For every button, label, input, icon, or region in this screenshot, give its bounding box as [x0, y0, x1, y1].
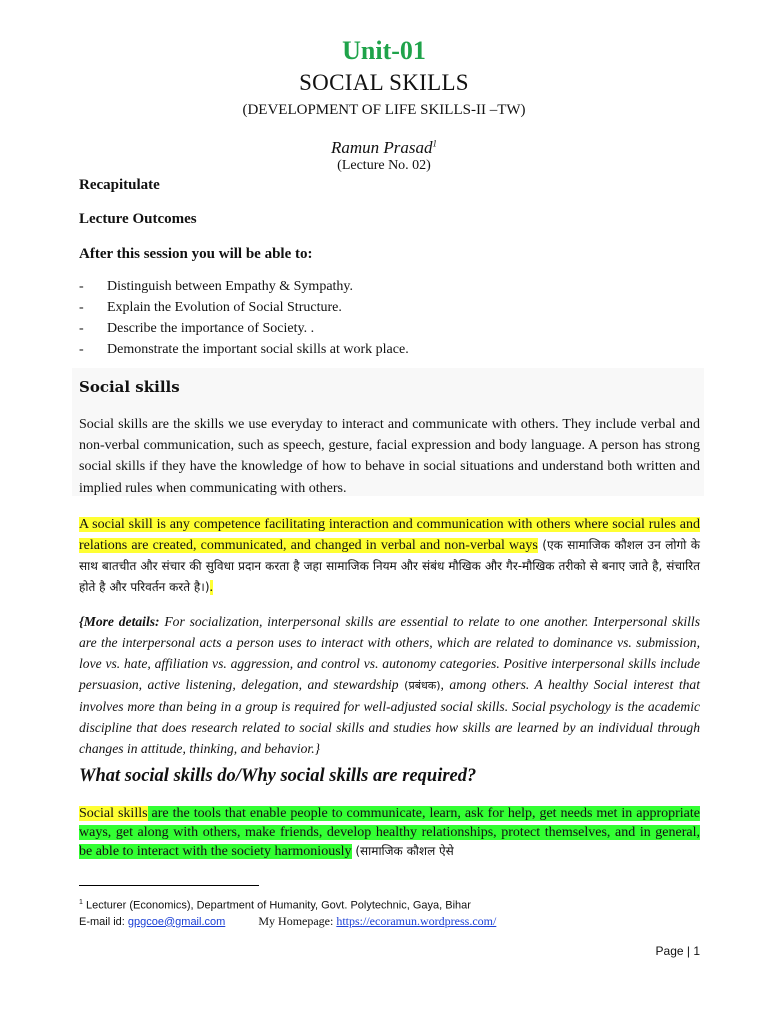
- email-link[interactable]: gpgcoe@gmail.com: [127, 915, 226, 928]
- more-details-paragraph: {More details: For socialization, interpersonal skills are essential to relate to one another. Interpersonal skills are the interpersonal acts a person uses to interact with others, which are related to dominance vs. submission, love vs. hate, affiliation vs. aggression, and control vs. autonomy categories. Positive interpersonal skills include persuasion, active listening, delegation, and stewardship (प्रबंधक), among others. A healthy Social interest that involves more than being in a group is required for well-adjusted social skills. Social psychology is the academic discipline that does research related to social skills and studies how skills are learned by an individual through changes in attitude, thinking, and behavior.}: [79, 614, 700, 756]
- list-item: - Explain the Evolution of Social Structure.: [79, 300, 342, 315]
- footnote-divider: [79, 885, 259, 886]
- footnote-mark: 1: [79, 899, 83, 906]
- hindi-translation: (एक सामाजिक कौशल उन लोगो के साथ बातचीत और संचार की सुविधा प्रदान करता है जहा सामाजिक नियम और संबंध मौखिक और गैर-मौखिक तरीको से बनाए जाते है, संचारित होते है और परिवर्तन करते है।): [79, 538, 700, 594]
- document-subtitle: (DEVELOPMENT OF LIFE SKILLS-II –TW): [242, 102, 526, 118]
- highlighted-period: .: [209, 580, 214, 595]
- document-title: SOCIAL SKILLS: [299, 70, 469, 95]
- outcomes-heading: Lecture Outcomes: [79, 211, 197, 227]
- highlighted-definition: A social skill is any competence facilitating interaction and communication with others where social rules and relations are created, communicated, and changed in verbal and non-verbal ways: [79, 517, 700, 553]
- unit-label: Unit-01: [342, 36, 426, 65]
- recap-heading: Recapitulate: [79, 177, 160, 193]
- more-details-label: {More details:: [79, 614, 160, 629]
- homepage-link[interactable]: https://ecoramun.wordpress.com/: [336, 913, 497, 928]
- page-number: Page | 1: [655, 944, 700, 958]
- list-item: - Demonstrate the important social skills at work place.: [79, 342, 409, 357]
- why-paragraph: [79, 804, 700, 861]
- author-name: Ramun Prasad: [330, 138, 433, 157]
- list-item: - Describe the importance of Society. .: [79, 321, 315, 336]
- lecture-number: (Lecture No. 02): [337, 158, 431, 173]
- definition-paragraph: [79, 514, 700, 598]
- outcomes-list: [79, 276, 409, 360]
- highlighted-explanation: are the tools that enable people to communicate, learn, ask for help, get needs met in appropriate ways, get along with others, make friends, develop healthy relationships, protect themselves, and in general, be able to interact with the society harmoniously: [79, 806, 700, 859]
- author-line: [0, 138, 768, 158]
- footnote: $^1$ Lecturer (Economics), Department of Humanity, Govt. Polytechnic, Gaya, Bihar E-mail id: gpgcoe@gmail.com My Homepage: https://ecoramun.wordpress.com/: [79, 899, 497, 928]
- author-footnote-mark: 1: [432, 138, 438, 149]
- highlighted-term: Social skills: [79, 806, 148, 821]
- hindi-continuation: (सामाजिक कौशल ऐसे: [351, 844, 454, 858]
- list-item: - Distinguish between Empathy & Sympathy.: [79, 279, 354, 294]
- social-skills-heading: Social skills: [79, 378, 180, 396]
- hindi-term: (प्रबंधक): [398, 679, 441, 692]
- social-skills-paragraph: Social skills are the skills we use everyday to interact and communicate with others. They include verbal and non-verbal communication, such as speech, gesture, facial expression and body language. A person has strong social skills if they have the knowledge of how to behave in social situations and understand both written and implied rules when communicating with others.: [79, 417, 700, 496]
- after-session-heading: After this session you will be able to:: [79, 246, 313, 262]
- why-heading: What social skills do/Why social skills are required?: [79, 766, 477, 786]
- footnote-affiliation: Lecturer (Economics), Department of Humanity, Govt. Polytechnic, Gaya, Bihar: [82, 899, 471, 912]
